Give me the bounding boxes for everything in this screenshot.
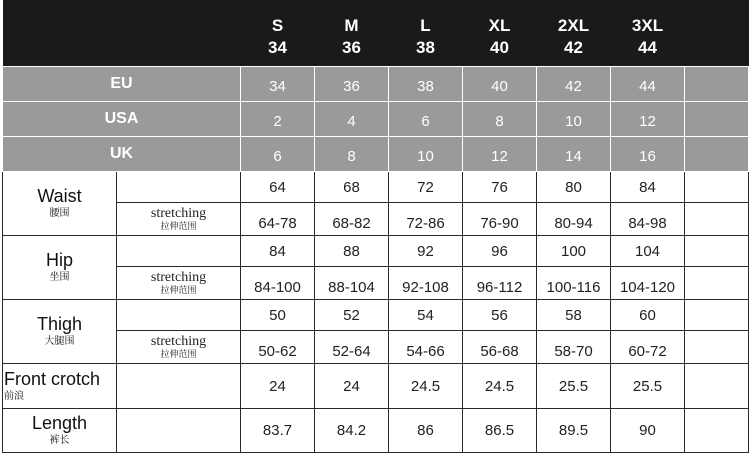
- measurement-value-text: 58: [565, 306, 582, 324]
- measurement-value: [611, 236, 685, 267]
- region-value: 6: [241, 137, 315, 172]
- measurement-value: [537, 364, 611, 409]
- stretch-value: [241, 267, 315, 300]
- measurement-value-text: 84: [639, 178, 656, 196]
- stretch-value: [241, 331, 315, 364]
- stretch-value-text: 50-62: [258, 343, 297, 360]
- stretching-label: [117, 203, 241, 236]
- measurement-value: [389, 300, 463, 331]
- measurement-value: [537, 300, 611, 331]
- empty-sub-cell: [117, 409, 241, 453]
- measurement-value: [611, 409, 685, 453]
- region-value: 2: [241, 102, 315, 137]
- size-number: 34: [241, 38, 315, 67]
- measurement-row-front-crotch: [3, 364, 749, 409]
- empty-sub-cell: [117, 236, 241, 267]
- measurement-value: [463, 236, 537, 267]
- stretch-value-text: 56-68: [480, 343, 519, 360]
- stretch-value-text: 100-116: [546, 279, 601, 296]
- stretch-value-text: 104-120: [619, 279, 676, 296]
- measurement-value-text: 68: [343, 178, 360, 196]
- measurement-value: [463, 172, 537, 203]
- region-row-uk: [3, 137, 749, 172]
- region-blank: [685, 137, 749, 172]
- measurement-value: [611, 364, 685, 409]
- region-label: EU: [3, 67, 241, 102]
- measurement-name: [3, 236, 117, 300]
- region-blank: [685, 67, 749, 102]
- measurement-value: [241, 236, 315, 267]
- measurement-value: [611, 300, 685, 331]
- measurement-value-text: 54: [417, 306, 434, 324]
- size-number: 40: [463, 38, 537, 67]
- stretch-value: [537, 203, 611, 236]
- measurement-value: [241, 300, 315, 331]
- stretch-value: [389, 203, 463, 236]
- size-label-2xl: 2XL: [537, 0, 611, 38]
- measurement-value-text: 25.5: [558, 377, 589, 395]
- trailing-blank: [685, 331, 749, 364]
- stretch-value-text: 96-112: [476, 279, 523, 296]
- header-corner: [3, 0, 241, 38]
- stretch-value: [611, 331, 685, 364]
- measurement-value: [611, 172, 685, 203]
- measurement-value-text: 86.5: [484, 422, 515, 439]
- measurement-name-en: Length: [31, 413, 88, 433]
- region-value: 38: [389, 67, 463, 102]
- stretch-value-text: 60-72: [628, 343, 667, 360]
- measurement-value: [389, 409, 463, 453]
- measurement-value: [463, 409, 537, 453]
- stretch-value-text: 58-70: [554, 343, 593, 360]
- header-number-row: [3, 38, 749, 67]
- measurement-name: [3, 409, 117, 453]
- region-blank: [685, 102, 749, 137]
- measurement-value-text: 84: [269, 242, 286, 260]
- measurement-name: [3, 364, 117, 409]
- measurement-name-en: Waist: [37, 186, 82, 206]
- empty-sub-cell: [117, 172, 241, 203]
- measurement-name-cn: 前浪: [4, 390, 24, 402]
- stretch-value: [389, 331, 463, 364]
- measurement-value-text: 83.7: [262, 422, 293, 439]
- measurement-value-text: 24.5: [484, 377, 515, 395]
- header-corner-2: [3, 38, 241, 67]
- region-value: 8: [463, 102, 537, 137]
- measurement-name-en: Front crotch: [4, 368, 101, 389]
- stretching-label-cn: 拉伸范围: [160, 284, 197, 295]
- stretch-value: [537, 331, 611, 364]
- size-number: 42: [537, 38, 611, 67]
- header-blank: [685, 38, 749, 67]
- trailing-blank: [685, 236, 749, 267]
- region-value: 16: [611, 137, 685, 172]
- measurement-value-text: 88: [343, 242, 360, 260]
- measurement-value-text: 72: [417, 178, 434, 196]
- size-label-3xl: 3XL: [611, 0, 685, 38]
- stretch-value-text: 54-66: [406, 343, 445, 360]
- measurement-value-text: 52: [343, 306, 360, 324]
- region-value: 42: [537, 67, 611, 102]
- size-label-l: L: [389, 0, 463, 38]
- stretch-value: [537, 267, 611, 300]
- stretch-value-text: 76-90: [480, 215, 519, 232]
- trailing-blank: [685, 364, 749, 409]
- stretch-value: [315, 267, 389, 300]
- stretch-value: [463, 331, 537, 364]
- measurement-row-length: [3, 409, 749, 453]
- stretching-label-en: stretching: [150, 333, 207, 349]
- measurement-name: [3, 300, 117, 364]
- stretch-value-text: 84-100: [254, 279, 301, 296]
- trailing-blank: [685, 300, 749, 331]
- measurement-name-cn: 裤长: [49, 435, 70, 446]
- header-size-row: [3, 0, 749, 38]
- measurement-name: [3, 172, 117, 236]
- measurement-value-text: 25.5: [632, 377, 663, 395]
- measurement-value-text: 92: [417, 242, 434, 260]
- measurement-value: [389, 236, 463, 267]
- trailing-blank: [685, 172, 749, 203]
- trailing-blank: [685, 409, 749, 453]
- region-value: 40: [463, 67, 537, 102]
- measurement-value-text: 90: [639, 422, 656, 439]
- stretching-label-cn: 拉伸范围: [160, 220, 197, 231]
- stretch-value: [463, 267, 537, 300]
- region-value: 4: [315, 102, 389, 137]
- region-value: 44: [611, 67, 685, 102]
- region-value: 10: [537, 102, 611, 137]
- measurement-value-text: 104: [634, 242, 661, 260]
- measurement-value: [315, 172, 389, 203]
- size-label-s: S: [241, 0, 315, 38]
- stretching-label: [117, 267, 241, 300]
- stretch-value-text: 80-94: [554, 215, 593, 232]
- trailing-blank: [685, 267, 749, 300]
- size-label-xl: XL: [463, 0, 537, 38]
- measurement-value-text: 96: [491, 242, 508, 260]
- measurement-value: [241, 409, 315, 453]
- region-value: 8: [315, 137, 389, 172]
- measurement-value-text: 24: [269, 377, 286, 395]
- region-row-usa: [3, 102, 749, 137]
- measurement-value: [315, 364, 389, 409]
- measurement-value-text: 80: [565, 178, 582, 196]
- region-row-eu: [3, 67, 749, 102]
- stretch-value: [463, 203, 537, 236]
- measurement-value: [537, 236, 611, 267]
- measurement-name-cn: 大腿围: [44, 336, 75, 347]
- region-value: 14: [537, 137, 611, 172]
- empty-sub-cell: [117, 300, 241, 331]
- stretching-label-en: stretching: [150, 205, 207, 221]
- size-number: 38: [389, 38, 463, 67]
- measurement-value-text: 100: [560, 242, 587, 260]
- size-label-m: M: [315, 0, 389, 38]
- measurement-value-text: 50: [269, 306, 286, 324]
- stretch-value-text: 52-64: [332, 343, 371, 360]
- measurement-name-en: Thigh: [36, 314, 83, 334]
- stretch-value-text: 92-108: [402, 279, 449, 296]
- measurement-value: [315, 409, 389, 453]
- stretch-value-text: 68-82: [332, 215, 371, 232]
- stretch-value-text: 72-86: [406, 215, 445, 232]
- size-number: 36: [315, 38, 389, 67]
- region-label: USA: [3, 102, 241, 137]
- measurement-row-thigh: [3, 300, 749, 331]
- header-blank: [685, 0, 749, 38]
- measurement-value-text: 84.2: [336, 422, 367, 439]
- measurement-value-text: 24.5: [410, 377, 441, 395]
- measurement-value: [389, 364, 463, 409]
- measurement-value: [389, 172, 463, 203]
- size-number: 44: [611, 38, 685, 67]
- region-value: 12: [463, 137, 537, 172]
- measurement-value-text: 56: [491, 306, 508, 324]
- measurement-value: [537, 409, 611, 453]
- region-value: 34: [241, 67, 315, 102]
- measurement-value-text: 64: [269, 178, 286, 196]
- measurement-value-text: 76: [491, 178, 508, 196]
- size-chart-table: [2, 0, 749, 453]
- stretch-value: [241, 203, 315, 236]
- measurement-value: [463, 300, 537, 331]
- measurement-value: [241, 172, 315, 203]
- stretching-label: [117, 331, 241, 364]
- stretching-label-en: stretching: [150, 269, 207, 285]
- measurement-value: [241, 364, 315, 409]
- measurement-value: [315, 300, 389, 331]
- stretch-value: [611, 267, 685, 300]
- stretch-value-text: 88-104: [328, 279, 375, 296]
- measurement-name-en: Hip: [45, 250, 73, 270]
- stretch-value-text: 64-78: [258, 215, 297, 232]
- measurement-value-text: 24: [343, 377, 360, 395]
- measurement-value-text: 60: [639, 306, 656, 324]
- region-value: 6: [389, 102, 463, 137]
- stretch-value: [611, 203, 685, 236]
- stretch-value: [315, 331, 389, 364]
- measurement-value: [537, 172, 611, 203]
- measurement-value: [315, 236, 389, 267]
- measurement-row-hip: [3, 236, 749, 267]
- trailing-blank: [685, 203, 749, 236]
- stretch-value-text: 84-98: [628, 215, 667, 232]
- region-value: 12: [611, 102, 685, 137]
- stretch-value: [389, 267, 463, 300]
- region-value: 10: [389, 137, 463, 172]
- stretch-value: [315, 203, 389, 236]
- measurement-row-waist: [3, 172, 749, 203]
- measurement-name-cn: 坐围: [49, 272, 70, 283]
- empty-sub-cell: [117, 364, 241, 409]
- region-value: 36: [315, 67, 389, 102]
- measurement-value-text: 89.5: [558, 422, 589, 439]
- stretching-label-cn: 拉伸范围: [160, 348, 197, 359]
- measurement-value-text: 86: [417, 422, 434, 439]
- measurement-name-cn: 腰围: [49, 208, 70, 219]
- region-label: UK: [3, 137, 241, 172]
- measurement-value: [463, 364, 537, 409]
